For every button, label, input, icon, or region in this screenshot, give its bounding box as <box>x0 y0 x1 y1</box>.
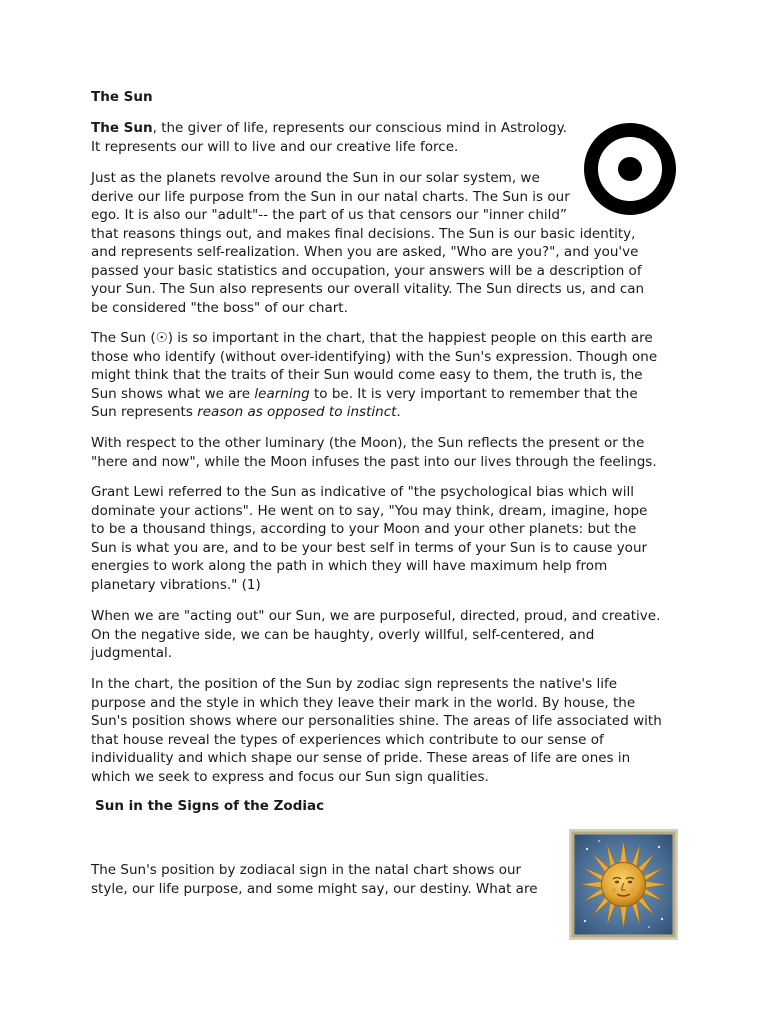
section-heading: Sun in the Signs of the Zodiac <box>95 798 325 814</box>
paragraph-importance: The Sun (☉) is so important in the chart, that the happiest people on this earth are those who identify (without over-identifying) with the Sun's expression. Though one might think that the traits of their Sun would come easy to them, the truth is, the Sun shows what we are learning to be. It is very important to remember that the Sun represents reason as opposed to instinct. <box>91 330 658 420</box>
sun-symbol-icon <box>583 122 677 216</box>
paragraph-zodiac-position: In the chart, the position of the Sun by zodiac sign represents the native's life purpose and the style in which they leave their mark in the world. By house, the Sun's position shows where our personalities shine. The areas of life associated with that house reveal the types of experiences which contribute to our sense of individuality and which shape our sense of pride. These areas of life are ones in which we seek to express and focus our Sun sign qualities. <box>91 676 662 785</box>
page-title: The Sun <box>91 89 153 105</box>
paragraph-intro: The Sun, the giver of life, represents our conscious mind in Astrology. It represents our will to live and our creative life force. <box>91 120 567 155</box>
sun-glyph: ☉ <box>155 330 168 346</box>
paragraph-life-purpose: Just as the planets revolve around the Sun in our solar system, we derive our life purpose from the Sun in our natal charts. The Sun is our ego. It is also our "adult"-- the part of us that censors our "inner child” that reasons things out, and makes final decisions. The Sun is our basic identity, and represents self-realization. When you are asked, "Who are you?", and you've passed your basic statistics and occupation, your answers will be a description of your Sun. The Sun also represents our overall vitality. The Sun directs us, and can be considered "the boss" of our chart. <box>91 170 645 316</box>
paragraph-acting-out: When we are "acting out" our Sun, we are purposeful, directed, proud, and creative. On the negative side, we can be haughty, overly willful, self-centered, and judgmental. <box>91 608 661 661</box>
sun-face-illustration <box>569 829 678 940</box>
paragraph-signs-intro: The Sun's position by zodiacal sign in the natal chart shows our style, our life purpose, and some might say, our destiny. What are <box>91 862 538 897</box>
bold-lead: The Sun <box>91 120 153 136</box>
paragraph-luminary: With respect to the other luminary (the Moon), the Sun reflects the present or the "here and now", while the Moon infuses the past into our lives through the feelings. <box>91 435 657 470</box>
paragraph-grant-lewi: Grant Lewi referred to the Sun as indicative of "the psychological bias which will dominate your actions". He went on to say, "You may think, dream, imagine, hope to be a thousand things, according to your Moon and your other planets: but the Sun is what you are, and to be your best self in terms of your Sun is to cause your energies to work along the path in which they will have maximum help from planetary vibrations." (1) <box>91 484 648 593</box>
